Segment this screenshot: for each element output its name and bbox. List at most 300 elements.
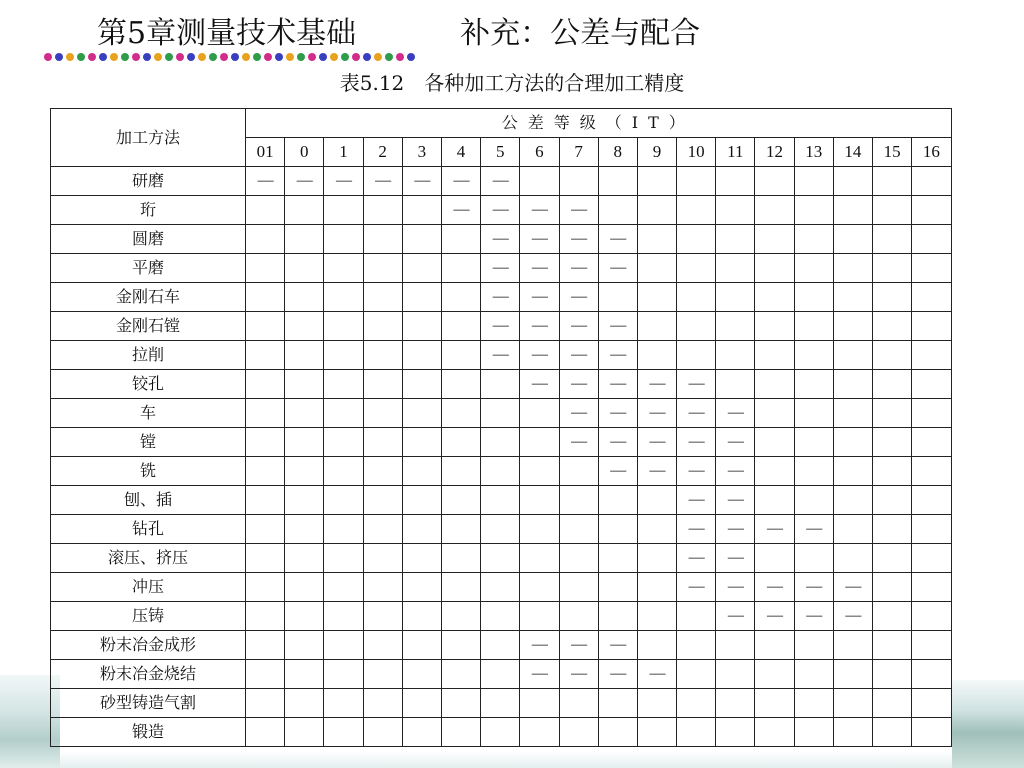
grade-range-mark: — — [637, 370, 676, 399]
empty-grade-cell — [481, 399, 520, 428]
machining-accuracy-table — [50, 108, 952, 747]
empty-grade-cell — [755, 544, 794, 573]
grade-range-mark: — — [324, 167, 363, 196]
decorative-dot — [99, 53, 107, 61]
grade-range-mark: — — [481, 341, 520, 370]
empty-grade-cell — [246, 283, 285, 312]
empty-grade-cell — [246, 689, 285, 718]
empty-grade-cell — [481, 631, 520, 660]
empty-grade-cell — [246, 602, 285, 631]
table-row — [51, 515, 952, 544]
empty-grade-cell — [285, 486, 324, 515]
empty-grade-cell — [755, 196, 794, 225]
empty-grade-cell — [912, 660, 951, 689]
grade-range-mark: — — [598, 312, 637, 341]
empty-grade-cell — [755, 660, 794, 689]
empty-grade-cell — [363, 312, 402, 341]
grade-header-cell: 15 — [873, 138, 912, 167]
empty-grade-cell — [716, 196, 755, 225]
empty-grade-cell — [598, 486, 637, 515]
empty-grade-cell — [402, 341, 441, 370]
empty-grade-cell — [324, 457, 363, 486]
empty-grade-cell — [833, 167, 872, 196]
method-name-cell: 平磨 — [51, 254, 246, 283]
empty-grade-cell — [598, 167, 637, 196]
empty-grade-cell — [559, 689, 598, 718]
grade-range-mark: — — [481, 312, 520, 341]
empty-grade-cell — [912, 515, 951, 544]
grade-header-cell: 2 — [363, 138, 402, 167]
grade-range-mark: — — [481, 254, 520, 283]
empty-grade-cell — [402, 602, 441, 631]
empty-grade-cell — [912, 544, 951, 573]
empty-grade-cell — [246, 196, 285, 225]
method-name-cell: 冲压 — [51, 573, 246, 602]
empty-grade-cell — [246, 573, 285, 602]
grade-range-mark: — — [677, 544, 716, 573]
landscape-decoration-right — [952, 680, 1024, 768]
table-row — [51, 631, 952, 660]
grade-range-mark: — — [677, 428, 716, 457]
method-name-cell: 研磨 — [51, 167, 246, 196]
method-name-cell: 砂型铸造气割 — [51, 689, 246, 718]
table-row — [51, 457, 952, 486]
empty-grade-cell — [363, 370, 402, 399]
empty-grade-cell — [637, 631, 676, 660]
empty-grade-cell — [324, 399, 363, 428]
empty-grade-cell — [481, 602, 520, 631]
empty-grade-cell — [794, 486, 833, 515]
empty-grade-cell — [873, 573, 912, 602]
grade-range-mark: — — [716, 515, 755, 544]
method-header: 加工方法 — [51, 109, 246, 167]
empty-grade-cell — [402, 196, 441, 225]
empty-grade-cell — [598, 689, 637, 718]
empty-grade-cell — [755, 312, 794, 341]
table-row — [51, 573, 952, 602]
grade-header-cell: 0 — [285, 138, 324, 167]
empty-grade-cell — [559, 515, 598, 544]
empty-grade-cell — [677, 341, 716, 370]
method-name-cell: 珩 — [51, 196, 246, 225]
empty-grade-cell — [559, 544, 598, 573]
grade-range-mark: — — [441, 167, 480, 196]
empty-grade-cell — [912, 283, 951, 312]
empty-grade-cell — [402, 254, 441, 283]
method-name-cell: 镗 — [51, 428, 246, 457]
empty-grade-cell — [441, 602, 480, 631]
empty-grade-cell — [833, 631, 872, 660]
empty-grade-cell — [402, 428, 441, 457]
empty-grade-cell — [481, 573, 520, 602]
empty-grade-cell — [285, 370, 324, 399]
empty-grade-cell — [481, 515, 520, 544]
grade-range-mark: — — [559, 341, 598, 370]
empty-grade-cell — [755, 370, 794, 399]
empty-grade-cell — [873, 254, 912, 283]
empty-grade-cell — [873, 341, 912, 370]
empty-grade-cell — [912, 370, 951, 399]
empty-grade-cell — [794, 399, 833, 428]
empty-grade-cell — [559, 457, 598, 486]
method-name-cell: 铰孔 — [51, 370, 246, 399]
empty-grade-cell — [441, 515, 480, 544]
grade-range-mark: — — [637, 457, 676, 486]
grade-range-mark: — — [520, 312, 559, 341]
empty-grade-cell — [324, 312, 363, 341]
empty-grade-cell — [794, 254, 833, 283]
empty-grade-cell — [441, 544, 480, 573]
empty-grade-cell — [246, 225, 285, 254]
empty-grade-cell — [285, 573, 324, 602]
empty-grade-cell — [520, 602, 559, 631]
tolerance-grade-header: 公差等级（IT） — [246, 109, 952, 138]
empty-grade-cell — [833, 718, 872, 747]
empty-grade-cell — [324, 283, 363, 312]
empty-grade-cell — [677, 196, 716, 225]
decorative-dot — [66, 53, 74, 61]
decorative-dot — [121, 53, 129, 61]
decorative-dot — [297, 53, 305, 61]
empty-grade-cell — [873, 196, 912, 225]
empty-grade-cell — [755, 225, 794, 254]
empty-grade-cell — [794, 718, 833, 747]
grade-header-cell: 5 — [481, 138, 520, 167]
empty-grade-cell — [598, 196, 637, 225]
empty-grade-cell — [285, 254, 324, 283]
empty-grade-cell — [677, 718, 716, 747]
empty-grade-cell — [833, 515, 872, 544]
empty-grade-cell — [873, 660, 912, 689]
empty-grade-cell — [324, 486, 363, 515]
empty-grade-cell — [873, 225, 912, 254]
empty-grade-cell — [363, 341, 402, 370]
decorative-dot — [209, 53, 217, 61]
empty-grade-cell — [794, 283, 833, 312]
empty-grade-cell — [873, 457, 912, 486]
empty-grade-cell — [285, 660, 324, 689]
empty-grade-cell — [285, 225, 324, 254]
empty-grade-cell — [637, 718, 676, 747]
empty-grade-cell — [402, 486, 441, 515]
grade-range-mark: — — [755, 602, 794, 631]
method-name-cell: 压铸 — [51, 602, 246, 631]
decorative-dot — [187, 53, 195, 61]
empty-grade-cell — [559, 718, 598, 747]
empty-grade-cell — [677, 167, 716, 196]
empty-grade-cell — [324, 254, 363, 283]
empty-grade-cell — [520, 573, 559, 602]
grade-range-mark: — — [677, 370, 716, 399]
empty-grade-cell — [481, 370, 520, 399]
grade-range-mark: — — [637, 428, 676, 457]
empty-grade-cell — [833, 283, 872, 312]
empty-grade-cell — [441, 283, 480, 312]
decorative-dot — [77, 53, 85, 61]
empty-grade-cell — [324, 573, 363, 602]
empty-grade-cell — [520, 457, 559, 486]
empty-grade-cell — [402, 544, 441, 573]
empty-grade-cell — [873, 486, 912, 515]
empty-grade-cell — [833, 254, 872, 283]
grade-range-mark: — — [716, 457, 755, 486]
empty-grade-cell — [246, 341, 285, 370]
grade-header-cell: 4 — [441, 138, 480, 167]
grade-range-mark: — — [755, 573, 794, 602]
grade-range-mark: — — [559, 254, 598, 283]
empty-grade-cell — [755, 631, 794, 660]
empty-grade-cell — [402, 660, 441, 689]
grade-header-cell: 01 — [246, 138, 285, 167]
decorative-dot — [341, 53, 349, 61]
decorative-dot — [44, 53, 52, 61]
empty-grade-cell — [520, 689, 559, 718]
empty-grade-cell — [363, 457, 402, 486]
grade-range-mark: — — [559, 196, 598, 225]
empty-grade-cell — [441, 573, 480, 602]
grade-header-cell: 16 — [912, 138, 951, 167]
grade-range-mark: — — [598, 660, 637, 689]
grade-range-mark: — — [441, 196, 480, 225]
decorative-dot — [308, 53, 316, 61]
grade-range-mark: — — [520, 225, 559, 254]
table-row — [51, 341, 952, 370]
table-row — [51, 602, 952, 631]
empty-grade-cell — [912, 399, 951, 428]
table-row — [51, 370, 952, 399]
grade-range-mark: — — [559, 428, 598, 457]
empty-grade-cell — [637, 312, 676, 341]
method-name-cell: 锻造 — [51, 718, 246, 747]
empty-grade-cell — [246, 254, 285, 283]
empty-grade-cell — [285, 196, 324, 225]
decorative-dot — [154, 53, 162, 61]
grade-range-mark: — — [598, 225, 637, 254]
empty-grade-cell — [246, 631, 285, 660]
grade-range-mark: — — [716, 544, 755, 573]
empty-grade-cell — [402, 312, 441, 341]
empty-grade-cell — [755, 457, 794, 486]
empty-grade-cell — [285, 631, 324, 660]
grade-range-mark: — — [716, 486, 755, 515]
grade-range-mark: — — [598, 457, 637, 486]
grade-range-mark: — — [677, 457, 716, 486]
empty-grade-cell — [833, 689, 872, 718]
empty-grade-cell — [873, 283, 912, 312]
empty-grade-cell — [441, 312, 480, 341]
grade-range-mark: — — [520, 660, 559, 689]
empty-grade-cell — [363, 283, 402, 312]
empty-grade-cell — [441, 718, 480, 747]
empty-grade-cell — [598, 544, 637, 573]
empty-grade-cell — [598, 573, 637, 602]
empty-grade-cell — [481, 660, 520, 689]
grade-range-mark: — — [716, 399, 755, 428]
grade-range-mark: — — [559, 225, 598, 254]
grade-header-cell: 9 — [637, 138, 676, 167]
empty-grade-cell — [285, 544, 324, 573]
table-header-row-1 — [51, 109, 952, 138]
empty-grade-cell — [716, 167, 755, 196]
grade-range-mark: — — [246, 167, 285, 196]
empty-grade-cell — [598, 718, 637, 747]
empty-grade-cell — [755, 428, 794, 457]
empty-grade-cell — [873, 718, 912, 747]
empty-grade-cell — [402, 457, 441, 486]
decorative-dot — [286, 53, 294, 61]
grade-range-mark: — — [559, 283, 598, 312]
decorative-dot — [264, 53, 272, 61]
empty-grade-cell — [246, 312, 285, 341]
empty-grade-cell — [441, 631, 480, 660]
empty-grade-cell — [794, 544, 833, 573]
empty-grade-cell — [833, 544, 872, 573]
empty-grade-cell — [246, 515, 285, 544]
grade-range-mark: — — [559, 370, 598, 399]
empty-grade-cell — [794, 631, 833, 660]
empty-grade-cell — [246, 660, 285, 689]
empty-grade-cell — [794, 167, 833, 196]
method-name-cell: 铣 — [51, 457, 246, 486]
empty-grade-cell — [677, 283, 716, 312]
empty-grade-cell — [363, 428, 402, 457]
empty-grade-cell — [912, 167, 951, 196]
method-name-cell: 金刚石车 — [51, 283, 246, 312]
empty-grade-cell — [716, 370, 755, 399]
empty-grade-cell — [637, 573, 676, 602]
empty-grade-cell — [873, 515, 912, 544]
empty-grade-cell — [677, 631, 716, 660]
empty-grade-cell — [755, 399, 794, 428]
empty-grade-cell — [677, 254, 716, 283]
empty-grade-cell — [520, 515, 559, 544]
empty-grade-cell — [402, 631, 441, 660]
empty-grade-cell — [324, 370, 363, 399]
empty-grade-cell — [481, 486, 520, 515]
empty-grade-cell — [363, 689, 402, 718]
grade-range-mark: — — [402, 167, 441, 196]
empty-grade-cell — [285, 341, 324, 370]
decorative-dot — [220, 53, 228, 61]
empty-grade-cell — [363, 602, 402, 631]
empty-grade-cell — [363, 225, 402, 254]
empty-grade-cell — [833, 196, 872, 225]
empty-grade-cell — [324, 225, 363, 254]
grade-header-cell: 14 — [833, 138, 872, 167]
empty-grade-cell — [873, 399, 912, 428]
decorative-dot — [143, 53, 151, 61]
grade-range-mark: — — [716, 602, 755, 631]
empty-grade-cell — [794, 341, 833, 370]
table-row — [51, 283, 952, 312]
empty-grade-cell — [559, 602, 598, 631]
empty-grade-cell — [246, 399, 285, 428]
table-row — [51, 544, 952, 573]
empty-grade-cell — [912, 312, 951, 341]
empty-grade-cell — [324, 196, 363, 225]
empty-grade-cell — [912, 602, 951, 631]
empty-grade-cell — [677, 689, 716, 718]
decorative-dot-row — [44, 52, 422, 62]
empty-grade-cell — [324, 689, 363, 718]
decorative-dot — [231, 53, 239, 61]
empty-grade-cell — [363, 254, 402, 283]
empty-grade-cell — [402, 283, 441, 312]
empty-grade-cell — [441, 660, 480, 689]
empty-grade-cell — [755, 718, 794, 747]
empty-grade-cell — [285, 312, 324, 341]
table-row — [51, 718, 952, 747]
decorative-dot — [396, 53, 404, 61]
grade-range-mark: — — [481, 225, 520, 254]
empty-grade-cell — [833, 457, 872, 486]
empty-grade-cell — [363, 544, 402, 573]
empty-grade-cell — [716, 660, 755, 689]
empty-grade-cell — [677, 660, 716, 689]
empty-grade-cell — [755, 341, 794, 370]
empty-grade-cell — [794, 689, 833, 718]
empty-grade-cell — [559, 167, 598, 196]
grade-range-mark: — — [755, 515, 794, 544]
empty-grade-cell — [912, 457, 951, 486]
table-row — [51, 196, 952, 225]
empty-grade-cell — [833, 399, 872, 428]
empty-grade-cell — [716, 631, 755, 660]
decorative-dot — [385, 53, 393, 61]
grade-header-cell: 3 — [402, 138, 441, 167]
empty-grade-cell — [637, 254, 676, 283]
empty-grade-cell — [324, 544, 363, 573]
grade-range-mark: — — [598, 254, 637, 283]
empty-grade-cell — [833, 370, 872, 399]
empty-grade-cell — [285, 718, 324, 747]
empty-grade-cell — [912, 573, 951, 602]
grade-range-mark: — — [637, 660, 676, 689]
grade-range-mark: — — [598, 631, 637, 660]
empty-grade-cell — [402, 399, 441, 428]
method-name-cell: 粉末冶金成形 — [51, 631, 246, 660]
empty-grade-cell — [794, 428, 833, 457]
empty-grade-cell — [520, 167, 559, 196]
empty-grade-cell — [873, 167, 912, 196]
grade-range-mark: — — [285, 167, 324, 196]
empty-grade-cell — [481, 457, 520, 486]
empty-grade-cell — [441, 457, 480, 486]
decorative-dot — [165, 53, 173, 61]
grade-header-cell: 10 — [677, 138, 716, 167]
grade-range-mark: — — [481, 167, 520, 196]
empty-grade-cell — [481, 718, 520, 747]
decorative-dot — [55, 53, 63, 61]
grade-range-mark: — — [559, 399, 598, 428]
empty-grade-cell — [912, 428, 951, 457]
grade-range-mark: — — [520, 283, 559, 312]
empty-grade-cell — [246, 457, 285, 486]
decorative-dot — [110, 53, 118, 61]
grade-range-mark: — — [598, 370, 637, 399]
decorative-dot — [363, 53, 371, 61]
empty-grade-cell — [559, 573, 598, 602]
method-name-cell: 圆磨 — [51, 225, 246, 254]
empty-grade-cell — [716, 341, 755, 370]
grade-range-mark: — — [520, 631, 559, 660]
empty-grade-cell — [520, 544, 559, 573]
method-name-cell: 金刚石镗 — [51, 312, 246, 341]
empty-grade-cell — [481, 689, 520, 718]
empty-grade-cell — [833, 660, 872, 689]
grade-range-mark: — — [598, 428, 637, 457]
decorative-dot — [319, 53, 327, 61]
